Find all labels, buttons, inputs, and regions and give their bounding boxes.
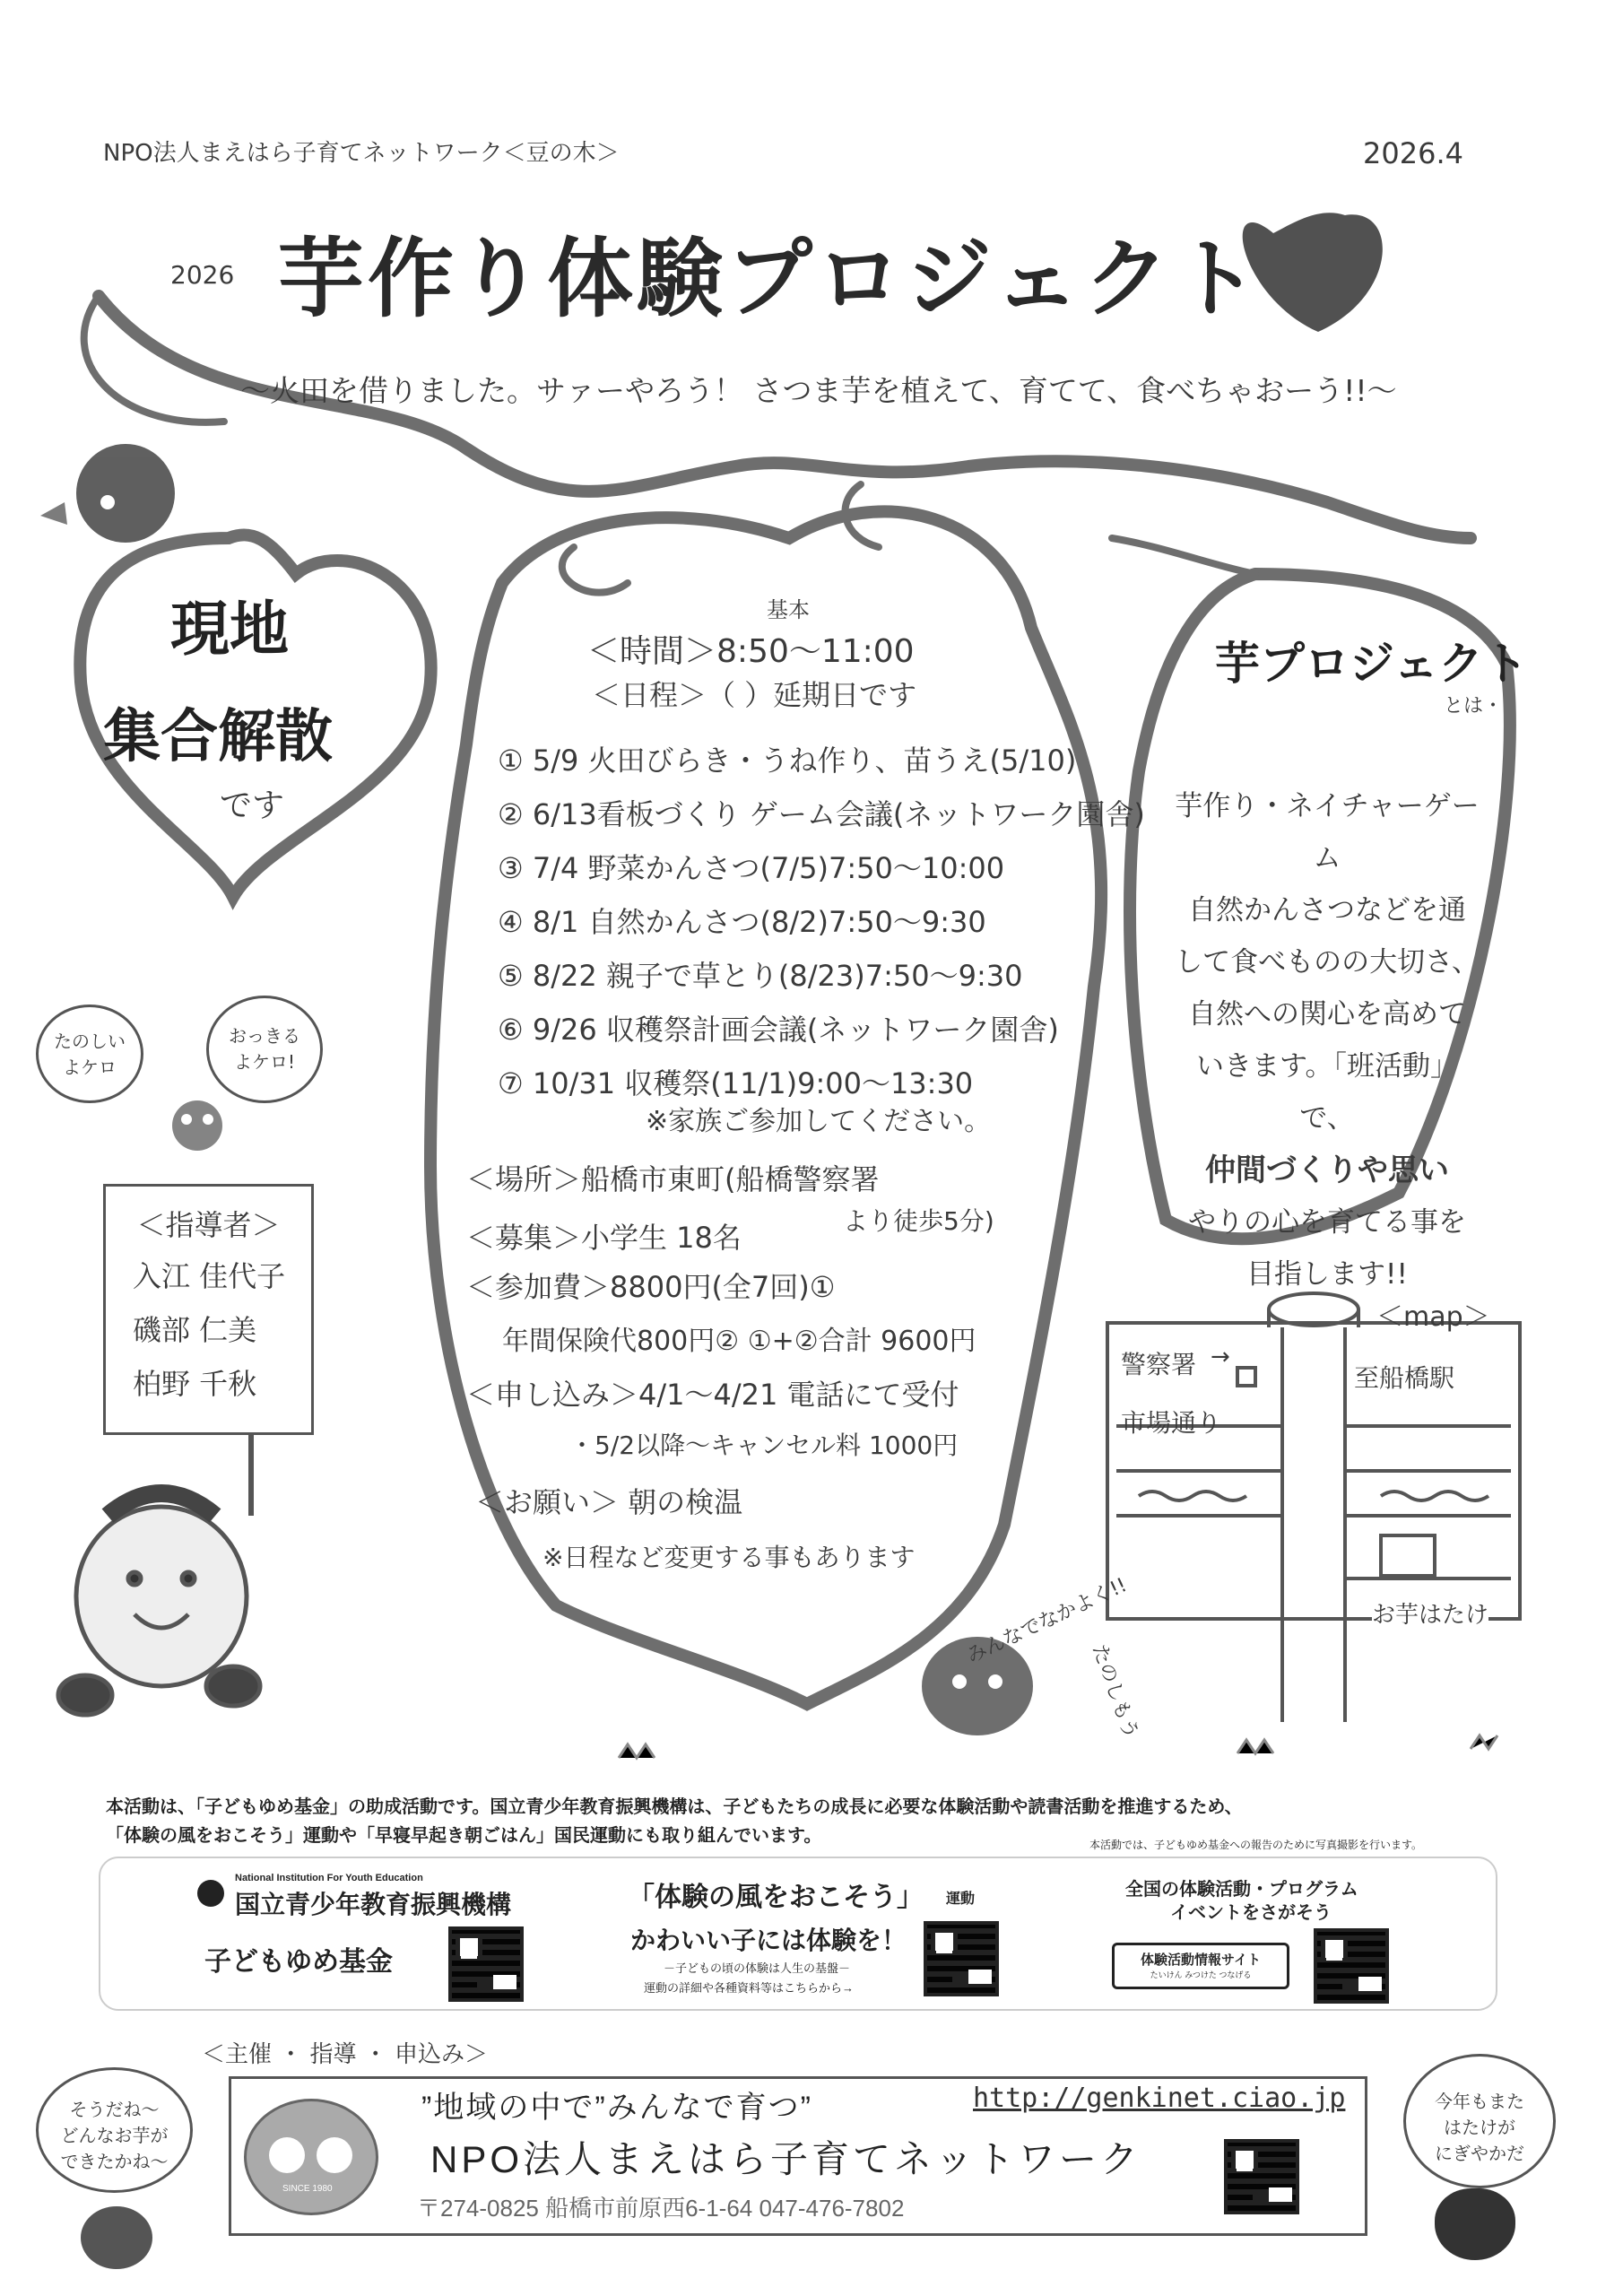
zenkoku-line-2: イベントをさがそう bbox=[1170, 1903, 1332, 1923]
qr-code-icon bbox=[448, 1926, 524, 2002]
page-subtitle: 〜火田を借りました。サァーやろう！ さつま芋を植えて、育てて、食べちゃおーう!!〜 bbox=[240, 373, 1397, 408]
taiken-site-button[interactable]: 体験活動情報サイト たいけん みつけた つなげる bbox=[1112, 1943, 1289, 1989]
nakayoku-text: みんなでなかよく!! bbox=[963, 1574, 1131, 1668]
instructor-name: 柏野 千秋 bbox=[133, 1367, 257, 1401]
qr-code-icon bbox=[1224, 2139, 1299, 2214]
qr-code-icon bbox=[924, 1921, 999, 1996]
organizer-slogan: ”地域の中で”みんなで育つ” bbox=[421, 2091, 812, 2125]
kawaii-sub: －子どもの頃の体験は人生の基盤－ bbox=[664, 1961, 851, 1975]
map-field: お芋はたけ bbox=[1372, 1596, 1488, 1630]
schedule-item: ④ 8/1 自然かんさつ(8/2)7:50〜9:30 bbox=[498, 905, 986, 939]
map-street: 市場通り bbox=[1121, 1408, 1222, 1438]
page-title: 芋作り体験プロジェクト bbox=[278, 229, 1263, 329]
schedule-item: ③ 7/4 野菜かんさつ(7/5)7:50〜10:00 bbox=[498, 851, 1005, 885]
map-title: ＜map＞ bbox=[1376, 1301, 1490, 1333]
recruit-info: ＜募集＞小学生 18名 bbox=[466, 1221, 742, 1255]
project-description: 芋作り・ネイチャーゲーム 自然かんさつなどを通 して食べものの大切さ、 自然への関心を高めて いきます。「班活動」で、 仲間づくりや思い やりの心を育てる事を 目指します!! bbox=[1175, 790, 1480, 1291]
time-info: ＜時間＞8:50〜11:00 bbox=[587, 633, 915, 670]
kaze-suffix: 運動 bbox=[946, 1892, 976, 1907]
instructor-name: 磯部 仁美 bbox=[133, 1313, 257, 1347]
org-header: NPO法人まえはら子育てネットワーク＜豆の木＞ bbox=[103, 140, 620, 167]
heart-line-1: 現地 bbox=[170, 595, 289, 664]
organization-logo: SINCE 1980 bbox=[244, 2099, 378, 2215]
potato-character-icon bbox=[1435, 2188, 1515, 2260]
schedule-item: ⑤ 8/22 親子で草とり(8/23)7:50〜9:30 bbox=[498, 959, 1023, 993]
project-title: 芋プロジェクト bbox=[1215, 638, 1528, 690]
apply-info: ＜申し込み＞4/1〜4/21 電話にて受付 bbox=[466, 1378, 959, 1412]
speech-bubble-right: おっきる よケロ! bbox=[206, 996, 323, 1103]
kawaii-slogan: かわいい子には体験を！ bbox=[630, 1926, 907, 1954]
place-info-2: より徒歩5分) bbox=[843, 1206, 994, 1236]
instructors-title: ＜指導者＞ bbox=[136, 1208, 281, 1242]
qr-code-icon bbox=[1314, 1928, 1389, 2004]
bird-character-icon bbox=[81, 2206, 152, 2269]
schedule-item: ⑦ 10/31 収穫祭(11/1)9:00〜13:30 bbox=[498, 1066, 974, 1100]
tanoshimou-text: たのしもう bbox=[1087, 1641, 1142, 1743]
change-note: ※日程など変更する事もあります bbox=[542, 1543, 916, 1572]
kaze-campaign: 「体験の風をおこそう」 bbox=[628, 1883, 924, 1912]
bottom-bubble-right: 今年もまた はたけが にぎやかだ bbox=[1403, 2054, 1556, 2188]
footer-notice-1: 本活動は、「子どもゆめ基金」の助成活動です。国立青少年教育振興機構は、子どもたちの成長に必要な体験活動や読書活動を推進するため、 bbox=[106, 1797, 1243, 1817]
zenkoku-line-1: 全国の体験活動・プログラム bbox=[1125, 1880, 1358, 1900]
fee-info: ＜参加費＞8800円(全7回)① bbox=[466, 1270, 836, 1304]
map-arrow: → bbox=[1211, 1344, 1230, 1370]
heart-line-3: です bbox=[220, 787, 285, 824]
title-year: 2026 bbox=[170, 260, 235, 290]
kawaii-sub-2: 運動の詳細や各種資料等はこちらから→ bbox=[644, 1981, 855, 1995]
speech-bubble-left: たのしい よケロ bbox=[36, 1004, 143, 1103]
kihon-label: 基本 bbox=[767, 597, 810, 622]
organizer-label: ＜主催 ・ 指導 ・ 申込み＞ bbox=[202, 2041, 489, 2068]
map-to-station: 至船橋駅 bbox=[1354, 1363, 1455, 1393]
issue-date: 2026.4 bbox=[1363, 136, 1463, 170]
instructor-name: 入江 佳代子 bbox=[133, 1259, 286, 1293]
map-police: 警察署 bbox=[1121, 1350, 1197, 1379]
schedule-list bbox=[498, 734, 1145, 1110]
footer-notice-2: 「体験の風をおこそう」運動や「早寝早起き朝ごはん」国民運動にも取り組んでいます。 bbox=[106, 1826, 822, 1846]
instructors-sign bbox=[103, 1184, 314, 1435]
project-towa: とは・ bbox=[1444, 695, 1504, 718]
schedule-item: ① 5/9 火田びらき・うね作り、苗うえ(5/10) bbox=[498, 744, 1077, 778]
niye-jp: 国立青少年教育振興機構 bbox=[235, 1891, 512, 1918]
schedule-item: ② 6/13看板づくり ゲーム会議(ネットワーク園舎) bbox=[498, 797, 1145, 831]
bottom-bubble-left: そうだね〜 どんなお芋が できたかね〜 bbox=[36, 2067, 193, 2193]
yume-fund: 子どもゆめ基金 bbox=[204, 1947, 393, 1977]
heart-line-2: 集合解散 bbox=[103, 704, 333, 770]
schedule-item: ⑥ 9/26 収穫祭計画会議(ネットワーク園舎) bbox=[498, 1013, 1059, 1047]
request-info: ＜お願い＞ 朝の検温 bbox=[475, 1485, 743, 1519]
niye-en: National Institution For Youth Education bbox=[235, 1873, 423, 1883]
place-info: ＜場所＞船橋市東町(船橋警察署 bbox=[466, 1162, 880, 1196]
photo-note: 本活動では、子どもゆめ基金への報告のために写真撮影を行います。 bbox=[1089, 1839, 1423, 1851]
niye-logo-icon bbox=[197, 1880, 224, 1907]
organizer-name: NPO法人まえはら子育てネットワーク bbox=[430, 2138, 1142, 2180]
cancel-info: ・5/2以降〜キャンセル料 1000円 bbox=[569, 1431, 959, 1460]
organizer-url-link[interactable]: http://genkinet.ciao.jp bbox=[973, 2083, 1346, 2114]
family-note: ※家族ご参加してください。 bbox=[646, 1106, 992, 1137]
organizer-address: 〒274-0825 船橋市前原西6-1-64 047-476-7802 bbox=[417, 2195, 905, 2222]
insurance-info: 年間保険代800円② ①+②合計 9600円 bbox=[502, 1326, 976, 1357]
schedule-header: ＜日程＞（ ）延期日です bbox=[592, 678, 917, 712]
